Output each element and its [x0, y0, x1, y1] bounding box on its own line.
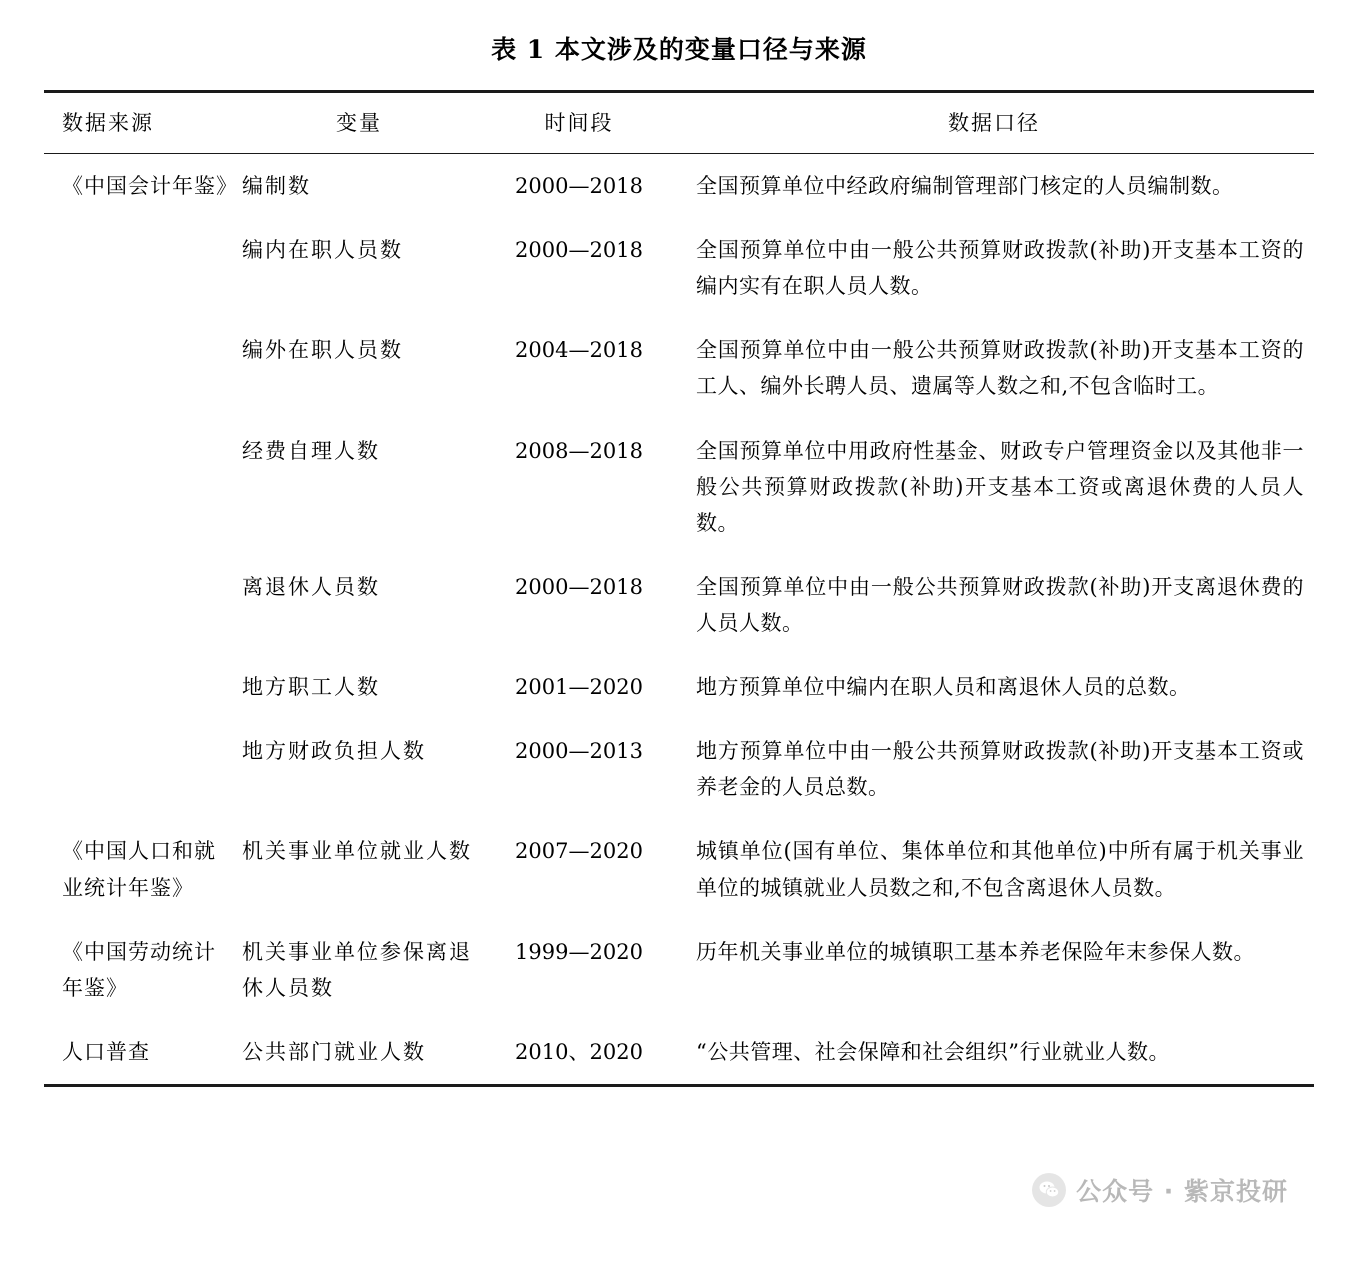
period-label: 2004—2018	[515, 338, 643, 363]
table-row	[44, 819, 1314, 919]
table-row	[44, 218, 1314, 318]
variable-label: 经费自理人数	[242, 438, 380, 463]
period-label: 2001—2020	[515, 675, 643, 700]
period-label: 2007—2020	[515, 839, 643, 864]
source-china-labour-statistical-yearbook: 《中国劳动统计年鉴》	[62, 939, 216, 1000]
wechat-icon	[1032, 1173, 1066, 1207]
table-header-row	[44, 92, 1314, 154]
variable-label: 编外在职人员数	[242, 338, 403, 363]
column-header-scope: 数据口径	[674, 92, 1314, 154]
watermark	[1032, 1172, 1288, 1208]
period-label: 2000—2018	[515, 174, 643, 198]
table-row	[44, 920, 1314, 1020]
scope-text: 全国预算单位中由一般公共预算财政拨款(补助)开支基本工资的编内实有在职人员人数。	[696, 238, 1304, 299]
period-label: 2008—2018	[515, 438, 643, 463]
period-label: 2010、2020	[484, 1020, 674, 1086]
scope-text: 全国预算单位中由一般公共预算财政拨款(补助)开支基本工资的工人、编外长聘人员、遗属等人数之和,不包含临时工。	[696, 338, 1304, 399]
variable-label: 机关事业单位就业人数	[242, 839, 472, 864]
table-row	[44, 154, 1314, 219]
table-row	[44, 655, 1314, 719]
variable-label: 编制数	[242, 174, 311, 198]
column-header-source: 数据来源	[44, 92, 234, 154]
table-row	[44, 318, 1314, 418]
table-row	[44, 555, 1314, 655]
variables-table	[44, 90, 1314, 1087]
source-china-population-employment-yearbook: 《中国人口和就业统计年鉴》	[62, 839, 216, 900]
scope-text: 地方预算单位中由一般公共预算财政拨款(补助)开支基本工资或养老金的人员总数。	[696, 739, 1304, 800]
table-title: 表 1 本文涉及的变量口径与来源	[491, 35, 867, 64]
scope-text: 全国预算单位中经政府编制管理部门核定的人员编制数。	[696, 174, 1234, 198]
variable-label: 地方财政负担人数	[242, 739, 426, 764]
source-china-accounting-yearbook	[44, 154, 238, 820]
variable-label: 地方职工人数	[242, 675, 380, 700]
variable-label: 编内在职人员数	[242, 238, 403, 263]
scope-text: “公共管理、社会保障和社会组织”行业就业人数。	[674, 1020, 1314, 1086]
table-row	[44, 419, 1314, 555]
variable-label: 公共部门就业人数	[234, 1020, 484, 1086]
table-row	[44, 719, 1314, 819]
table-header	[44, 92, 1314, 154]
source-label: 《中国会计年鉴》	[62, 174, 238, 198]
variable-label: 离退休人员数	[242, 574, 380, 599]
period-label: 2000—2018	[515, 574, 643, 599]
watermark-text: 公众号 · 紫京投研	[1076, 1177, 1288, 1206]
scope-text: 全国预算单位中用政府性基金、财政专户管理资金以及其他非一般公共预算财政拨款(补助)开支基本工资或离退休费的人员人数。	[696, 438, 1304, 535]
source-census: 人口普查	[44, 1020, 234, 1086]
scope-text: 全国预算单位中由一般公共预算财政拨款(补助)开支离退休费的人员人数。	[696, 574, 1304, 635]
column-header-period: 时间段	[484, 92, 674, 154]
period-label: 2000—2013	[515, 739, 643, 764]
variable-label: 机关事业单位参保离退休人员数	[242, 939, 472, 1000]
scope-text: 历年机关事业单位的城镇职工基本养老保险年末参保人数。	[696, 939, 1255, 964]
period-label: 1999—2020	[515, 939, 643, 964]
column-header-variable: 变量	[234, 92, 484, 154]
scope-text: 地方预算单位中编内在职人员和离退休人员的总数。	[696, 675, 1191, 700]
table-body	[44, 154, 1314, 1086]
table-row	[44, 1020, 1314, 1086]
scope-text: 城镇单位(国有单位、集体单位和其他单位)中所有属于机关事业单位的城镇就业人员数之和,不包含离退休人员数。	[696, 839, 1304, 900]
period-label: 2000—2018	[515, 238, 643, 263]
